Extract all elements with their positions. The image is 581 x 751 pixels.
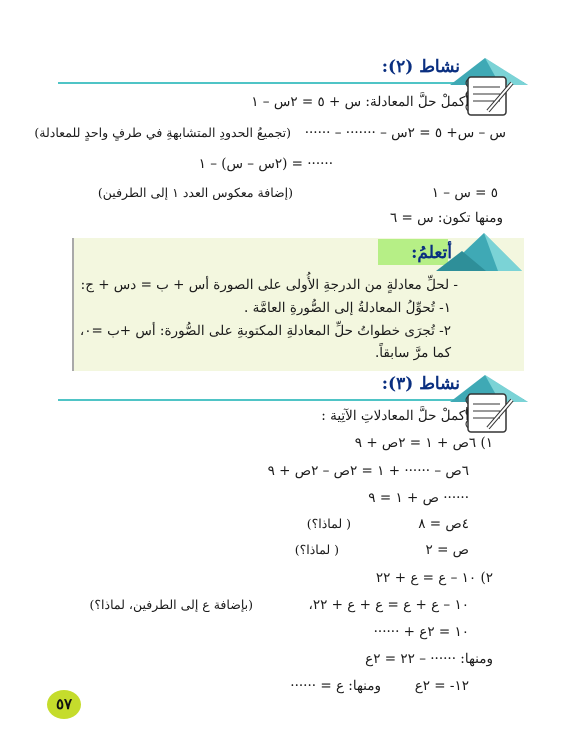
activity2-title: نشاط (٢): bbox=[381, 57, 460, 77]
activity3-line: ١٠ – ع + ع = ع + ع + ٢٢، bbox=[308, 597, 469, 613]
activity3-line: ······ ص + ١ = ٩ bbox=[368, 490, 469, 506]
page-number-badge: ٥٧ bbox=[47, 690, 81, 719]
learn-title: أتعلمُ: bbox=[411, 243, 452, 263]
activity3-line: ١٠ = ٢ع + ······ bbox=[373, 624, 469, 640]
activity3-line: ٦ص – ······ + ١ = ٢ص – ٢ص + ٩ bbox=[267, 463, 469, 479]
activity3-line: ١٢- = ٢ع bbox=[414, 678, 469, 694]
activity2-line: ······ = (٢س – س) – ١ bbox=[198, 156, 333, 172]
activity3-line: ٢) ١٠ – ع = ع + ٢٢ bbox=[375, 570, 493, 586]
activity3-line: ومنها: ع = ······ bbox=[290, 678, 381, 694]
activity3-line: ص = ٢ bbox=[425, 542, 469, 558]
activity2-line: ٥ = س – ١ bbox=[431, 185, 498, 201]
activity3-line: أكملْ حلَّ المعادلاتِ الآتِية : bbox=[321, 408, 469, 424]
learn-line: ١- تُحوِّلُ المعادلةُ إلى الصُّورةِ العامَّة . bbox=[244, 300, 451, 316]
activity3-line: ومنها: ······ – ٢٢ = ٢ع bbox=[365, 651, 493, 667]
activity3-line: ٤ص = ٨ bbox=[418, 516, 469, 532]
activity3-title: نشاط (٣): bbox=[381, 374, 460, 394]
learn-line: ٢- تُجرَى خطواتُ حلِّ المعادلةِ المكتوبةِ على الصُّورة: أس +ب =٠، bbox=[79, 323, 451, 339]
activity2-line: أكملْ حلَّ المعادلة: س + ٥ = ٢س – ١ bbox=[251, 94, 469, 110]
why-note: ( لماذا؟) bbox=[294, 542, 339, 557]
activity3-line: ١) ٦ص + ١ = ٢ص + ٩ bbox=[354, 435, 493, 451]
activity2-note: (تجميعُ الحدودِ المتشابهةِ في طرفٍ واحدٍ للمعادلة) bbox=[34, 125, 291, 140]
learn-line: كما مرَّ سابقاً. bbox=[374, 345, 451, 361]
activity2-note: (إضافة معكوس العدد ١ إلى الطرفين) bbox=[97, 185, 293, 200]
learn-line: - لحلِّ معادلةٍ من الدرجةِ الأُولى على الصورة أس + ب = دس + ج: bbox=[80, 277, 458, 293]
why-note: ( لماذا؟) bbox=[306, 516, 351, 531]
activity2-line: ومنها تكون: س = ٦ bbox=[389, 210, 503, 226]
activity2-line: س – س+ ٥ = ٢س – ······· – ······ bbox=[304, 125, 506, 141]
activity3-note: (بإضافة ع إلى الطرفين، لماذا؟) bbox=[89, 597, 253, 612]
